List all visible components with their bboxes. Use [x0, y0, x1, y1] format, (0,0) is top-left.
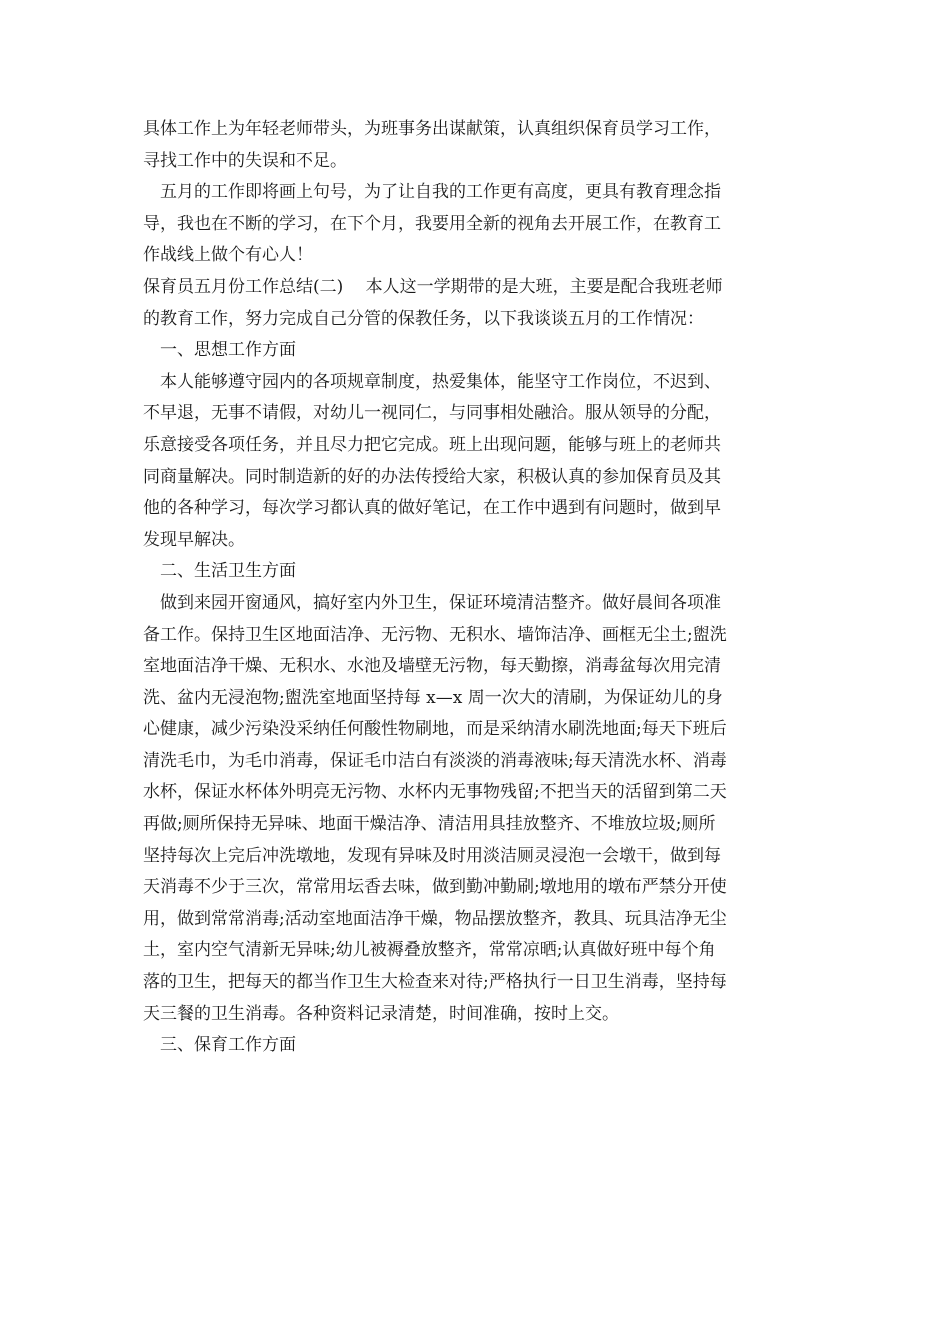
text-line: 发现早解决。	[143, 529, 245, 550]
text-line: 五月的工作即将画上句号，为了让自我的工作更有高度，更具有教育理念指	[143, 182, 721, 203]
text-line: 清洗毛巾，为毛巾消毒，保证毛巾洁白有淡淡的消毒液味;每天清洗水杯、消毒	[143, 750, 727, 771]
text-line: 土，室内空气清新无异味;幼儿被褥叠放整齐，常常凉晒;认真做好班中每个角	[143, 940, 716, 961]
text-line: 洗、盆内无浸泡物;盥洗室地面坚持每 x—x 周一次大的清刷，为保证幼儿的身	[143, 687, 723, 708]
text-line: 导，我也在不断的学习，在下个月，我要用全新的视角去开展工作，在教育工	[143, 213, 721, 234]
text-line: 不早退，无事不请假，对幼儿一视同仁，与同事相处融洽。服从领导的分配，	[143, 403, 721, 424]
text-line: 同商量解决。同时制造新的好的办法传授给大家，积极认真的参加保育员及其	[143, 466, 721, 487]
document-body	[143, 114, 815, 1062]
text-line: 落的卫生，把每天的都当作卫生大检查来对待;严格执行一日卫生消毒，坚持每	[143, 972, 727, 993]
text-line: 本人能够遵守园内的各项规章制度，热爱集体，能坚守工作岗位，不迟到、	[143, 371, 721, 392]
text-line: 寻找工作中的失误和不足。	[143, 150, 347, 171]
text-line: 的教育工作，努力完成自己分管的保教任务，以下我谈谈五月的工作情况：	[143, 308, 704, 329]
text-line: 天三餐的卫生消毒。各种资料记录清楚，时间准确，按时上交。	[143, 1003, 619, 1024]
text-line: 他的各种学习，每次学习都认真的做好笔记，在工作中遇到有问题时，做到早	[143, 498, 721, 519]
text-line: 心健康，减少污染没采纳任何酸性物刷地，而是采纳清水刷洗地面;每天下班后	[143, 719, 727, 740]
text-line: 再做;厕所保持无异味、地面干燥洁净、清洁用具挂放整齐、不堆放垃圾;厕所	[143, 814, 716, 835]
text-line: 乐意接受各项任务，并且尽力把它完成。班上出现问题，能够与班上的老师共	[143, 434, 721, 455]
text-line: 做到来园开窗通风，搞好室内外卫生，保证环境清洁整齐。做好晨间各项准	[143, 592, 721, 613]
text-line: 二、生活卫生方面	[143, 561, 296, 582]
text-line: 天消毒不少于三次，常常用坛香去味，做到勤冲勤刷;墩地用的墩布严禁分开使	[143, 877, 727, 898]
text-line: 水杯，保证水杯体外明亮无污物、水杯内无事物残留;不把当天的活留到第二天	[143, 782, 727, 803]
text-line: 用，做到常常消毒;活动室地面洁净干燥，物品摆放整齐，教具、玩具洁净无尘	[143, 908, 727, 929]
text-line: 保育员五月份工作总结(二) 本人这一学期带的是大班，主要是配合我班老师	[143, 276, 723, 297]
text-line: 坚持每次上完后冲洗墩地，发现有异味及时用淡洁厕灵浸泡一会墩干，做到每	[143, 845, 721, 866]
text-line: 室地面洁净干燥、无积水、水池及墙壁无污物，每天勤擦，消毒盆每次用完清	[143, 656, 721, 677]
text-line: 三、保育工作方面	[143, 1035, 296, 1056]
text-line: 作战线上做个有心人！	[143, 245, 313, 266]
text-line: 具体工作上为年轻老师带头，为班事务出谋献策，认真组织保育员学习工作，	[143, 119, 721, 139]
text-line: 一、思想工作方面	[143, 340, 296, 361]
text-line: 备工作。保持卫生区地面洁净、无污物、无积水、墙饰洁净、画框无尘土;盥洗	[143, 624, 727, 645]
